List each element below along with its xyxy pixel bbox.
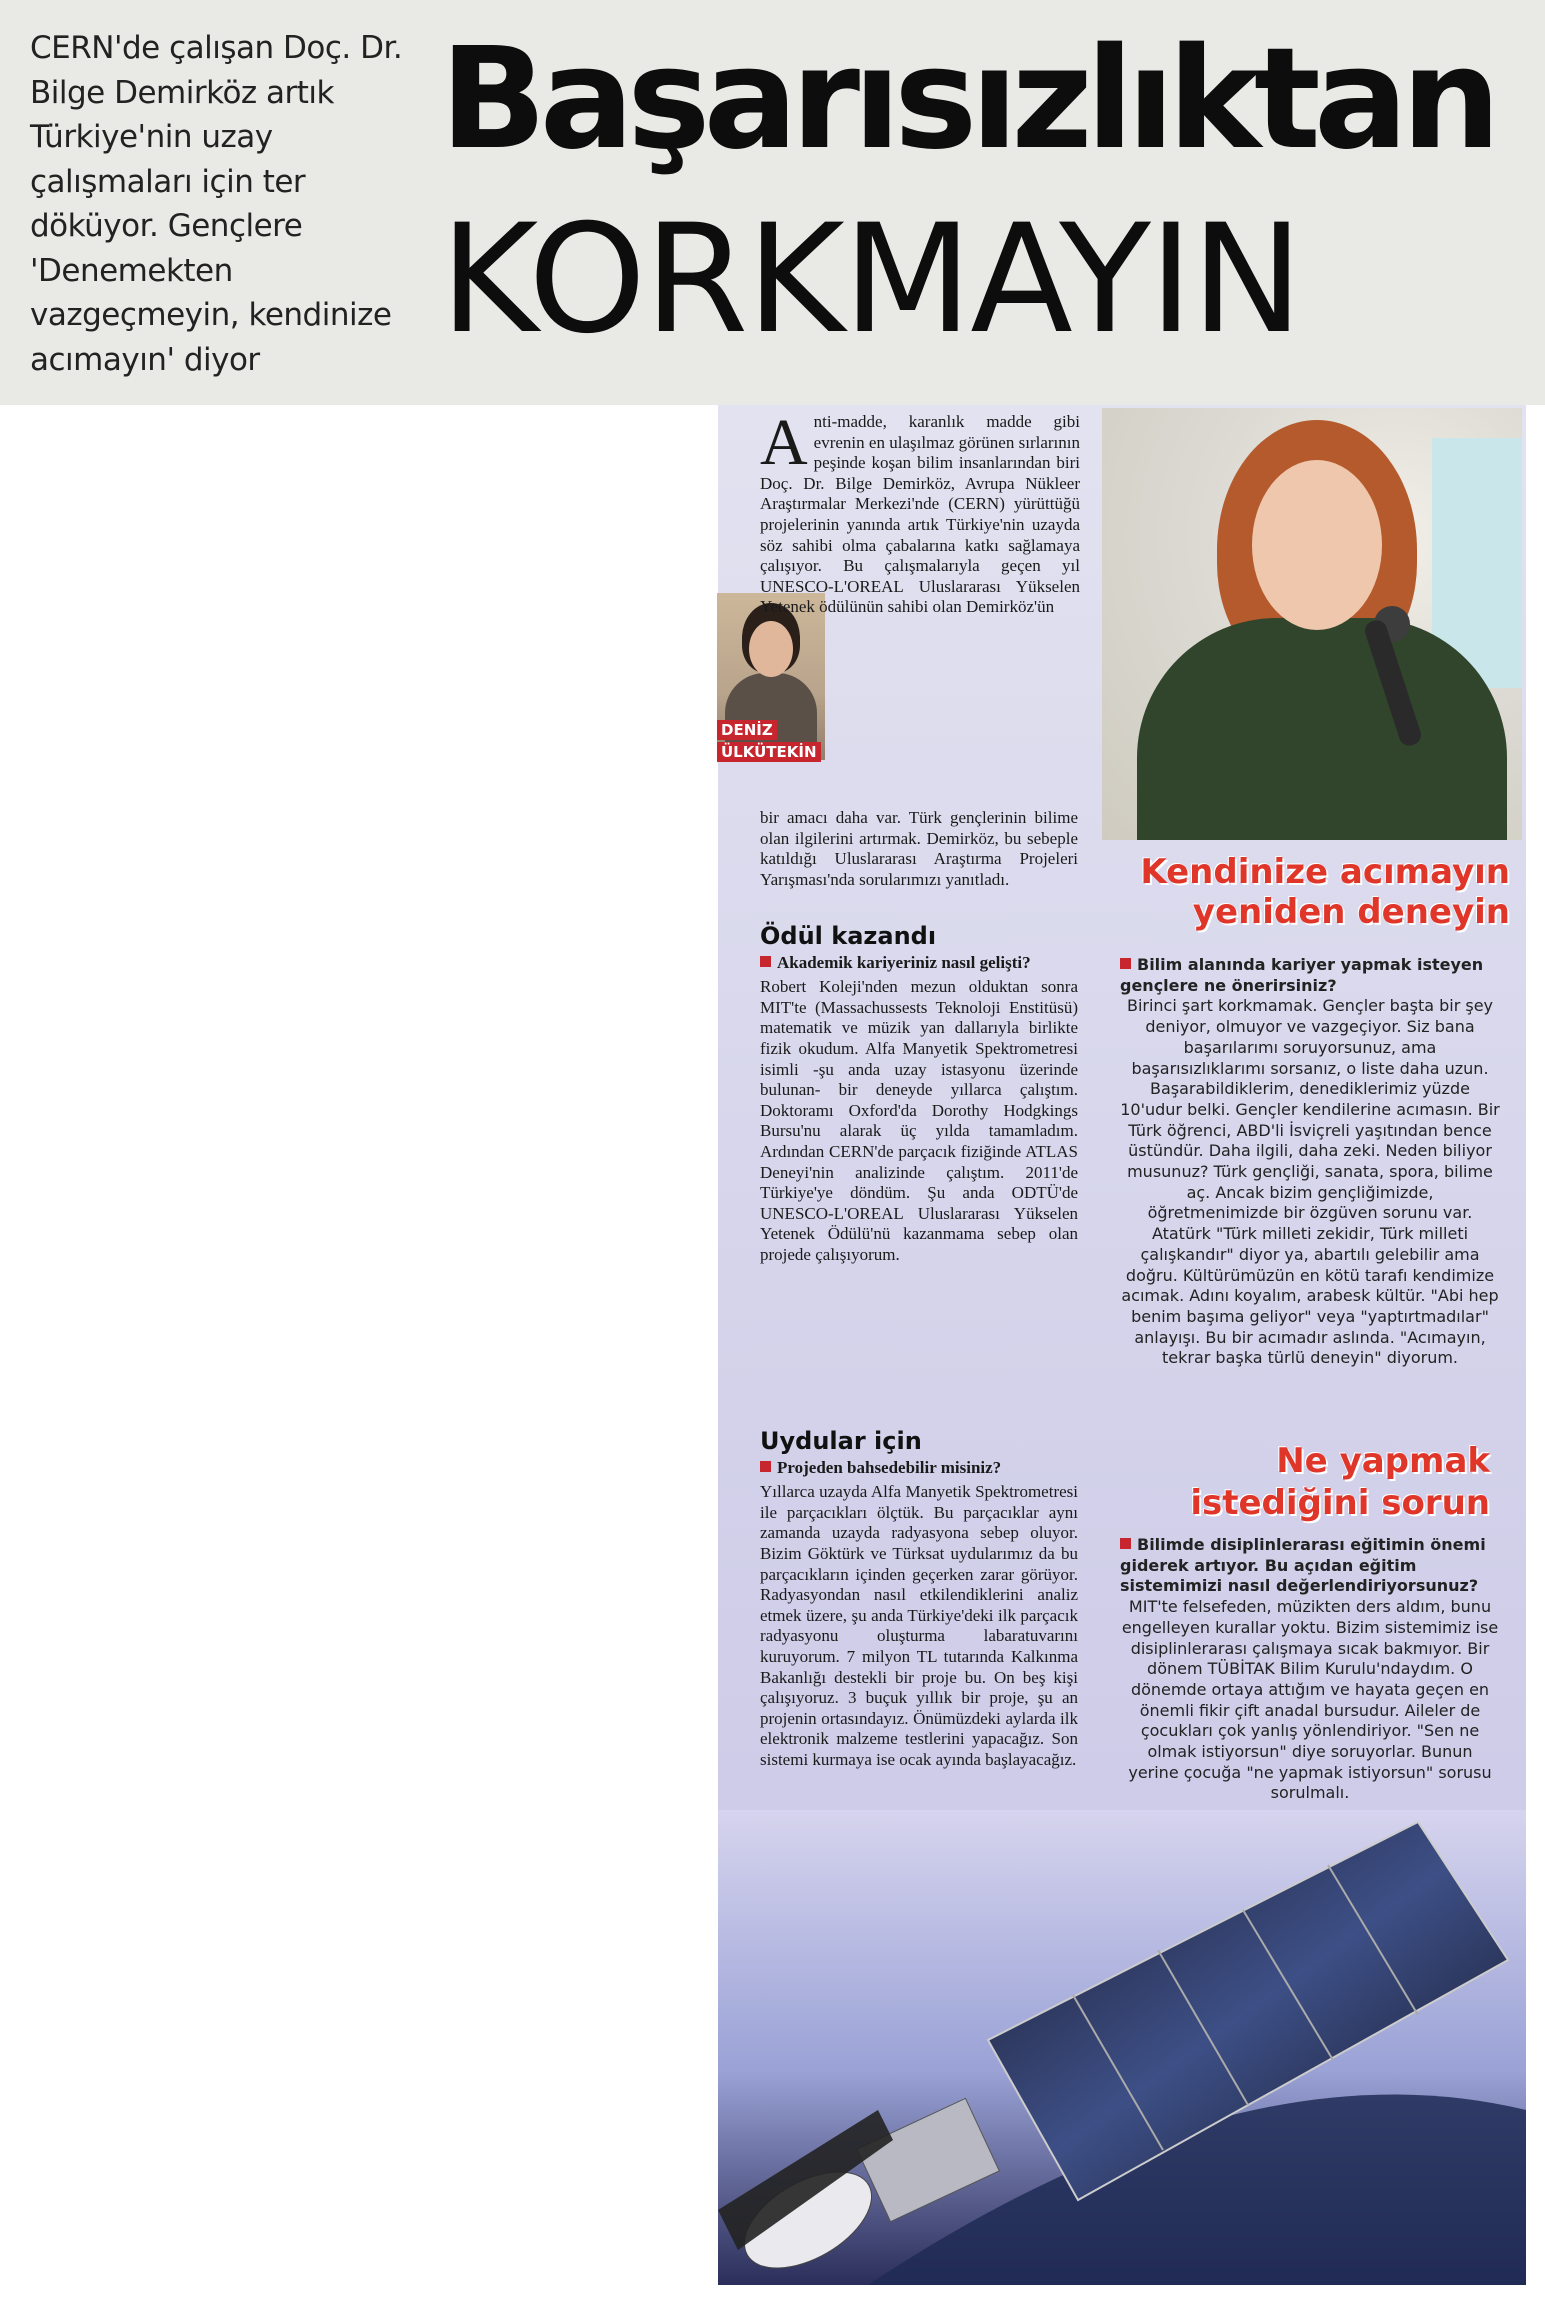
question: Akademik kariyeriniz nasıl gelişti? — [760, 953, 1078, 974]
portrait-photo — [1102, 408, 1522, 840]
question: Bilimde disiplinlerarası eğitimin önemi giderek artıyor. Bu açıdan eğitim sistemimizi nasıl değerlendiriyorsunuz? — [1120, 1535, 1500, 1597]
author-last-name: ÜLKÜTEKİN — [717, 742, 821, 762]
satellite-illustration — [718, 1810, 1526, 2285]
question: Bilim alanında kariyer yapmak isteyen gençlere ne önerirsiniz? — [1120, 955, 1500, 996]
section-kariyer — [1120, 955, 1500, 1369]
author-face — [749, 621, 793, 677]
question: Projeden bahsedebilir misiniz? — [760, 1458, 1078, 1479]
pull-heading-line: Ne yapmak — [1276, 1441, 1490, 1481]
intro-text-bottom: bir amacı daha var. Türk gençlerinin bilime olan ilgilerini artırmak. Demirköz, bu sebeple katıldığı Uluslararası Araştırma Projeleri Yarışması'nda sorularımızı yanıtladı. — [760, 808, 1078, 889]
section-odul — [760, 920, 1078, 1266]
intro-text-bottom-block — [760, 808, 1078, 890]
author-first-name: DENİZ — [717, 720, 777, 740]
section-egitim — [1120, 1535, 1500, 1804]
pull-heading-line: yeniden deneyin — [1192, 892, 1510, 932]
answer: MIT'te felsefeden, müzikten ders aldım, bunu engelleyen kurallar yoktu. Bizim sistemimiz ise disiplinlerarası çalışmaya sıcak bakmıyor. Bir dönem TÜBİTAK Bilim Kurulu'ndaydım. O dönemde ortaya attığım ve hayata geçen en önemli fikir çift anadal bursudur. Aileler de çocukları çok yanlış yönlendiriyor. "Sen ne olmak istiyorsun" diye soruyorlar. Bunun yerine çocuğa "ne yapmak istiyorsun" sorusu sorulmalı. — [1121, 1597, 1499, 1803]
author-byline — [717, 720, 827, 764]
pull-heading-2 — [1090, 1440, 1490, 1524]
answer: Birinci şart korkmamak. Gençler başta bir şey deniyor, olmuyor ve vazgeçiyor. Siz bana başarılarımı soruyorsunuz, ama başarısızlıklarımı sorsanız, o liste daha uzun. Başarabildiklerim, denediklerimiz yüzde 10'udur belki. Gençler kendilerine acımasın. Bir Türk öğrenci, ABD'li İsviçreli yaşıtından bence üstündür. Daha ilgili, daha zeki. Neden biliyor musunuz? Türk gençliği, sanata, spora, bilime aç. Ancak bizim gençliğimizde, öğretmenimizde bir özgüven sorunu var. Atatürk "Türk milleti zekidir, Türk milleti çalışkandır" diyor ya, abartılı gelebilir ama doğru. Kültürümüzün en kötü tarafı kendimize acımak. Adını koyalım, arabesk kültür. "Abi hep benim başıma geliyor" veya "yaptırtmadılar" anlayışı. Bu bir acımadır aslında. "Acımayın, tekrar başka türlü deneyin" diyorum. — [1120, 996, 1500, 1368]
intro-text-top: nti-madde, karanlık madde gibi evrenin en ulaşılmaz görünen sırlarının peşinde koşan bilim insanlarından biri Doç. Dr. Bilge Demirköz, Avrupa Nükleer Araştırmalar Merkezi'nde (CERN) yürüttüğü projelerinin yanında artık Türkiye'nin uzayda söz sahibi olma çabalarına katkı sağlamaya çalışıyor. Bu çalışmalarıyla geçen yıl UNESCO-L'OREAL Uluslararası Yükselen Yetenek ödülünün sahibi olan Demirköz'ün — [760, 412, 1080, 617]
dropcap: A — [760, 406, 808, 479]
section-uydular — [760, 1425, 1078, 1771]
intro-column — [760, 406, 1080, 620]
pull-heading-1 — [1090, 852, 1510, 932]
answer: Robert Koleji'nden mezun olduktan sonra MIT'te (Massachussests Teknoloji Enstitüsü) matematik ve müzik yan dallarıyla birlikte fizik okudum. Alfa Manyetik Spektrometresi isimli -şu anda uzay istasyonu üzerinde bulunan- bir deneyde yıllarca çalıştım. Doktoramı Oxford'da Dorothy Hodgkings Bursu'nu alarak üç yılda tamamladım. Ardından CERN'de parçacık fiziğinde ATLAS Deneyi'nin analizinde çalıştım. 2011'de Türkiye'ye döndüm. Şu anda ODTÜ'de UNESCO-L'OREAL Uluslararası Yükselen Yetenek Ödülü'nü kazanmama sebep olan projede çalışıyorum. — [760, 977, 1078, 1264]
page-bottom-margin — [0, 2290, 1545, 2311]
section-title: Uydular için — [760, 1427, 922, 1455]
portrait-face — [1252, 460, 1382, 630]
pull-heading-line: Kendinize acımayın — [1140, 852, 1510, 892]
portrait-jacket — [1137, 618, 1507, 840]
answer: Yıllarca uzayda Alfa Manyetik Spektrometresi ile parçacıkları ölçtük. Bu parçacıklar aynı zamanda uzayda radyasyona sebep oluyor. Bizim Göktürk ve Türksat uydularımız da bu parçacıkların içinden geçerken zarar görüyor. Radyasyondan nasıl etkilendiklerini analiz etmek üzere, şu anda Türkiye'deki ilk parçacık radyasyonu oluşturma labaratuvarını kuruyorum. 7 milyon TL tutarında Kalkınma Bakanlığı destekli bir proje bu. On beş kişi çalışıyoruz. 3 buçuk yıllık bir proje, şu an projenin ortasındayız. Önümüzdeki aylarda ilk elektronik malzeme testlerini yapacağız. Son sistemi kurmaya ise ocak ayında başlayacağız. — [760, 1482, 1078, 1769]
section-title: Ödül kazandı — [760, 922, 937, 950]
headline-line-2: KORKMAYIN — [440, 193, 1302, 367]
article-deck: CERN'de çalışan Doç. Dr. Bilge Demirköz artık Türkiye'nin uzay çalışmaları için ter döküyor. Gençlere 'Denemekten vazgeçmeyin, kendinize acımayın' diyor — [30, 30, 403, 378]
pull-heading-line: istediğini sorun — [1190, 1483, 1490, 1523]
headline-line-1: Başarısızlıktan — [440, 18, 1494, 181]
